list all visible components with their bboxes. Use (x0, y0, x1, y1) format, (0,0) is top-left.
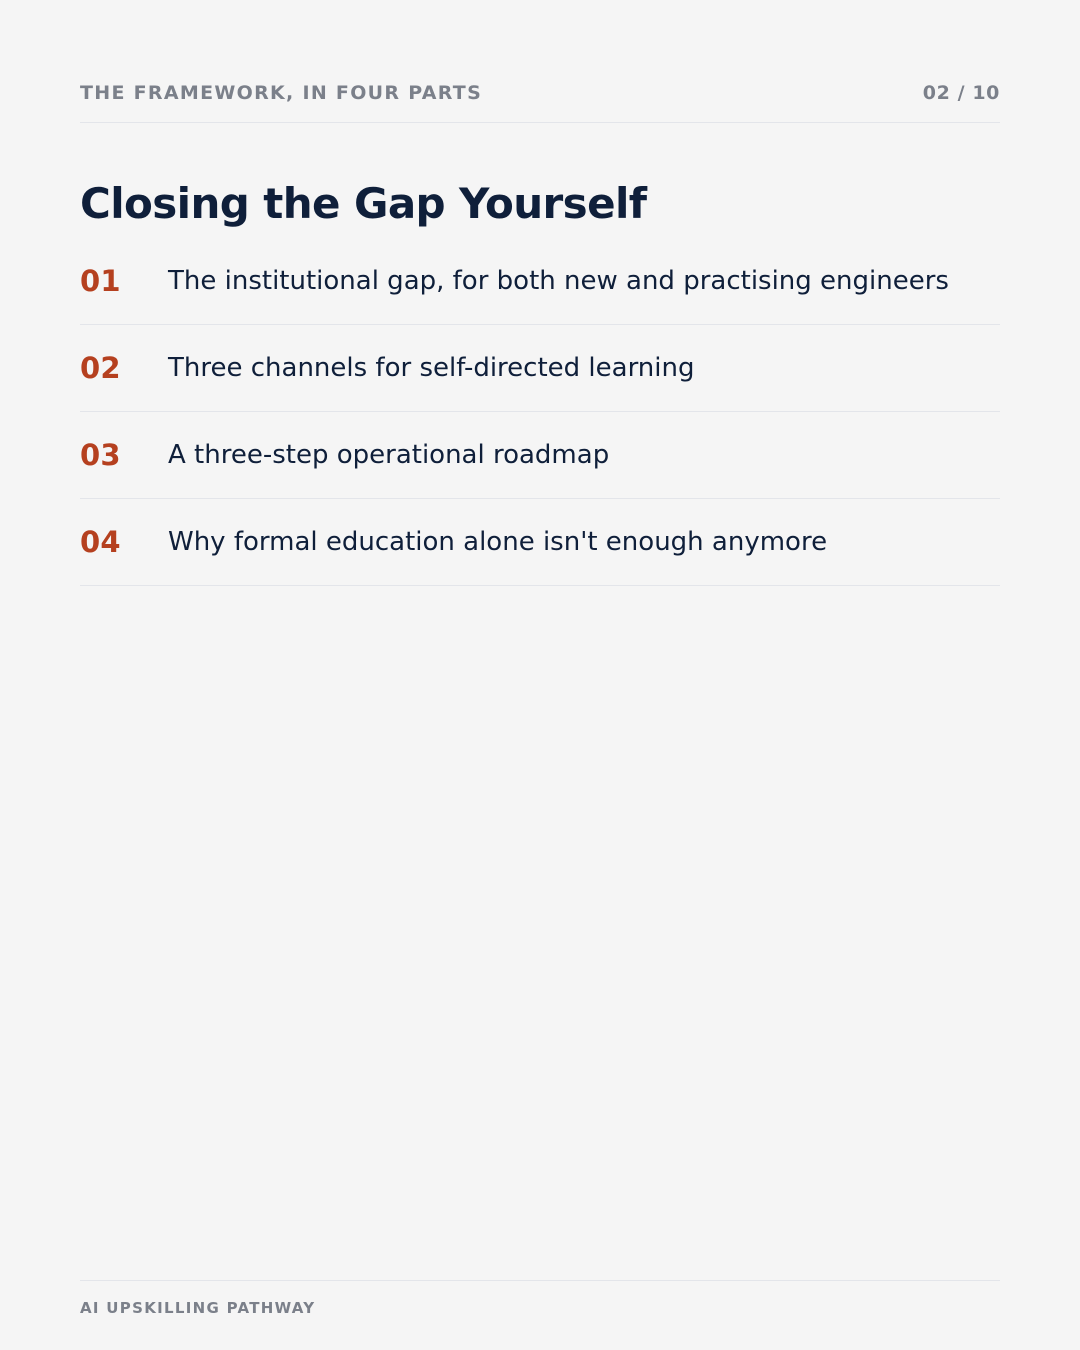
agenda-item (80, 238, 1000, 325)
agenda-number: 01 (80, 264, 121, 298)
slide (80, 0, 1000, 1350)
agenda-text: Three channels for self-directed learning (168, 353, 695, 383)
section-eyebrow: THE FRAMEWORK, IN FOUR PARTS (80, 82, 483, 104)
slide-footer (80, 1280, 1000, 1317)
slide-header (80, 80, 1000, 123)
footer-label: AI UPSKILLING PATHWAY (80, 1299, 316, 1317)
agenda-number: 03 (80, 438, 121, 472)
agenda-number: 02 (80, 351, 121, 385)
agenda-item (80, 325, 1000, 412)
page-title: Closing the Gap Yourself (80, 179, 647, 228)
agenda-text: Why formal education alone isn't enough anymore (168, 527, 828, 557)
agenda-text: The institutional gap, for both new and practising engineers (168, 266, 949, 296)
agenda-text: A three-step operational roadmap (168, 440, 610, 470)
agenda-item (80, 412, 1000, 499)
agenda-item (80, 499, 1000, 586)
agenda-number: 04 (80, 525, 121, 559)
agenda-list (80, 238, 1000, 586)
page-indicator: 02 / 10 (922, 82, 1000, 104)
